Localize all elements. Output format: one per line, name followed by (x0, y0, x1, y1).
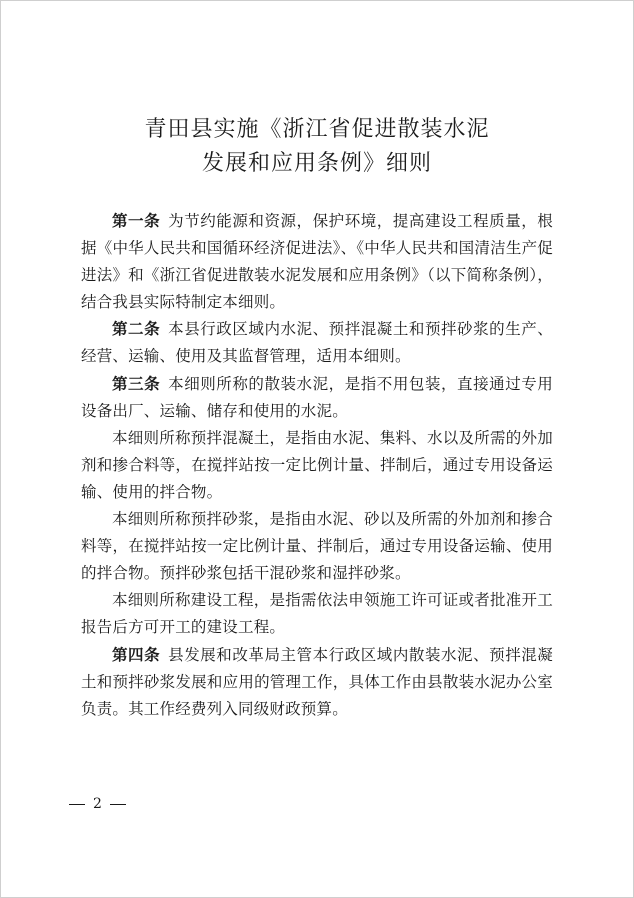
paragraph-definition-concrete (81, 425, 553, 506)
paragraph-definition-project (81, 587, 553, 641)
paragraph-text: 县发展和改革局主管本行政区域内散装水泥、预拌混凝土和预拌砂浆发展和应用的管理工作，具体工作由县散装水泥办公室负责。其工作经费列入同级财政预算。 (81, 645, 553, 718)
paragraph-article-2 (81, 316, 553, 370)
page-number-value: 2 (93, 796, 102, 812)
paragraph-text: 为节约能源和资源，保护环境，提高建设工程质量，根据《中华人民共和国循环经济促进法》、《中华人民共和国清洁生产促进法》和《浙江省促进散装水泥发展和应用条例》（以下简称条例），结合我县实际特制定本细则。 (81, 212, 553, 312)
article-label: 第三条 (112, 374, 161, 393)
paragraph-article-4 (81, 642, 553, 723)
article-label: 第二条 (112, 320, 161, 339)
paragraph-definition-mortar (81, 506, 553, 587)
article-label: 第四条 (112, 645, 161, 664)
title-line-1: 青田县实施《浙江省促进散装水泥 (144, 117, 490, 142)
paragraph-article-3 (81, 371, 553, 425)
paragraph-article-1 (81, 208, 553, 316)
page-number-right-dash (110, 804, 126, 805)
document-body (81, 208, 553, 723)
page-number (69, 796, 126, 812)
page-number-left-dash (69, 804, 85, 805)
document-title (1, 113, 633, 181)
paragraph-text: 本县行政区域内水泥、预拌混凝土和预拌砂浆的生产、经营、运输、使用及其监督管理，适用本细则。 (81, 320, 553, 366)
paragraph-text: 本细则所称预拌砂浆，是指由水泥、砂以及所需的外加剂和掺合料等，在搅拌站按一定比例计量、拌制后，通过专用设备运输、使用的拌合物。预拌砂浆包括干混砂浆和湿拌砂浆。 (81, 510, 553, 583)
title-line-2: 发展和应用条例》细则 (201, 151, 432, 176)
paragraph-text: 本细则所称的散装水泥，是指不用包装，直接通过专用设备出厂、运输、储存和使用的水泥。 (81, 374, 553, 420)
article-label: 第一条 (112, 212, 161, 230)
paragraph-text: 本细则所称预拌混凝土，是指由水泥、集料、水以及所需的外加剂和掺合料等，在搅拌站按一定比例计量、拌制后，通过专用设备运输、使用的拌合物。 (81, 428, 553, 501)
paragraph-text: 本细则所称建设工程，是指需依法申领施工许可证或者批准开工报告后方可开工的建设工程。 (81, 591, 553, 637)
